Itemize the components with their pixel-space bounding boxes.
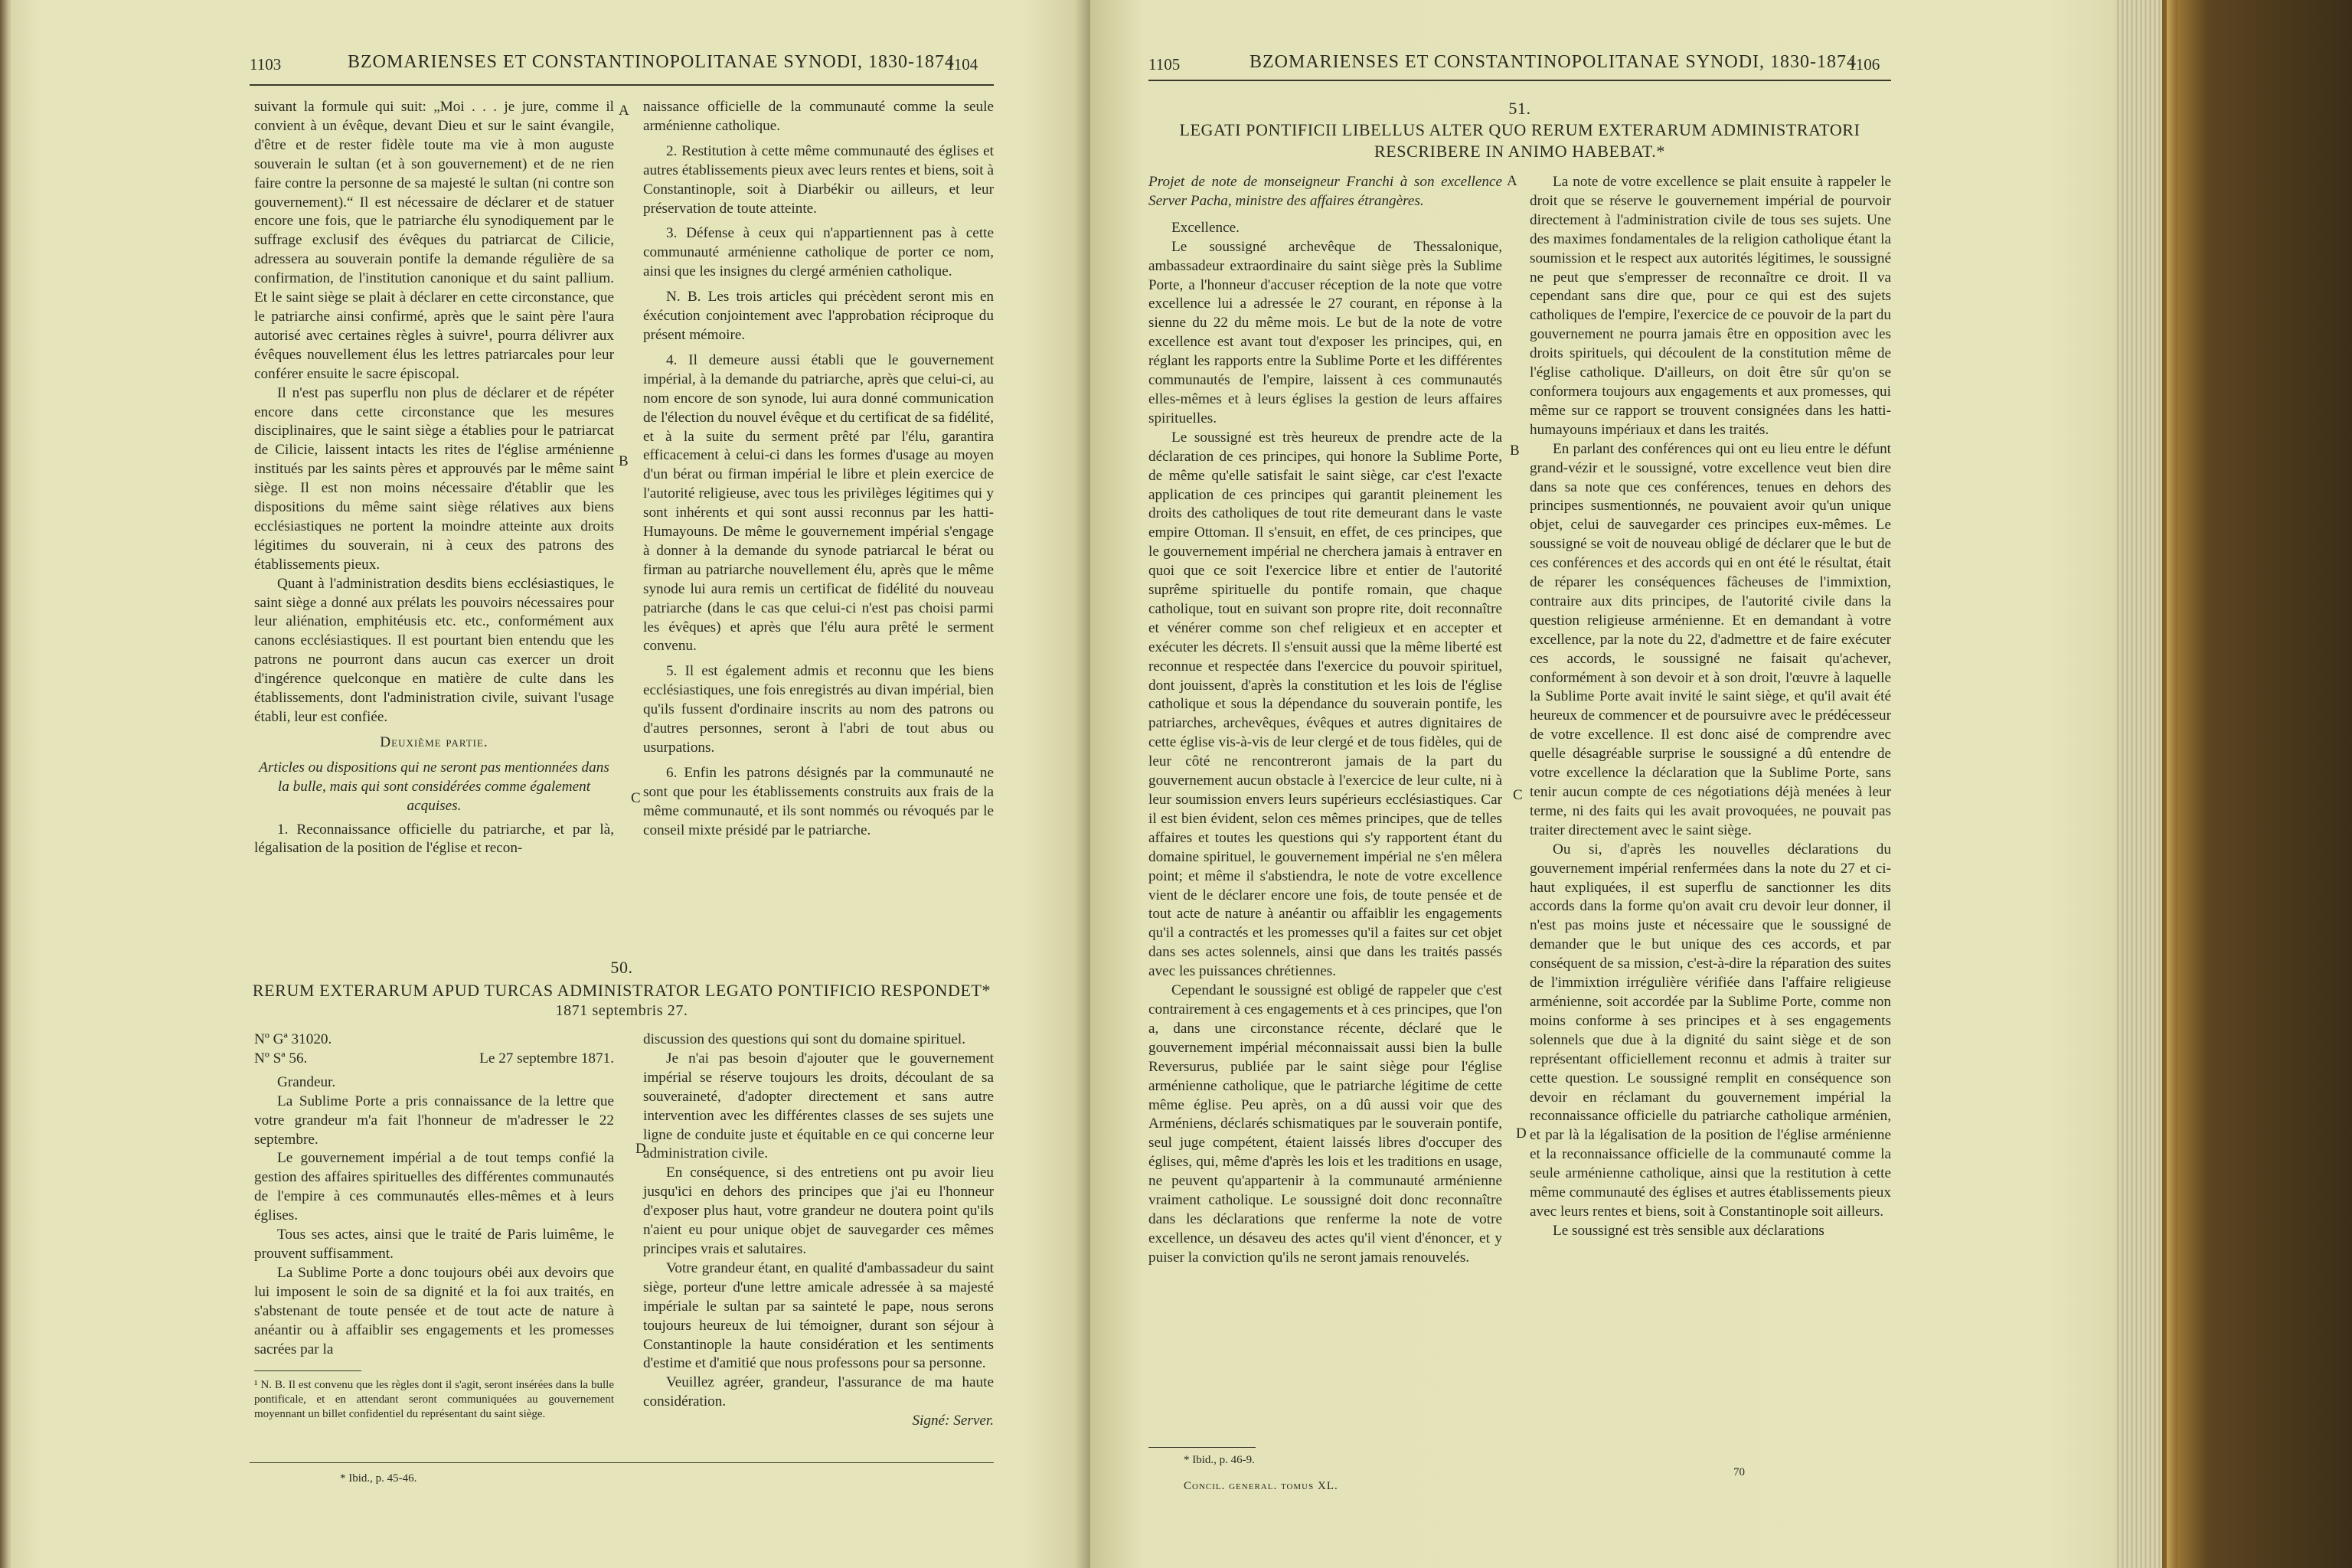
- paragraph: Je n'ai pas besoin d'ajouter que le gouvernement impérial se réserve toujours les droits, découlant de sa souveraineté, d'adopter directement et sans autre intervention avec les différentes classes de ses sujets une ligne de conduite juste et équitable en ce qui concerne leur administration civile.: [643, 1050, 994, 1162]
- paragraph: Il n'est pas superflu non plus de déclarer et de répéter encore dans cette circonstance que les mesures disciplinaires, que le saint siège a établies pour le patriarcat de Cilicie, laissent intacts les rites de l'église arménienne institués par les saints pères et approuvés par le même saint siège. Il est non moins nécessaire d'établir que les dispositions du même saint siège rélatives aux biens ecclésiastiques ne portent la moindre atteinte aux droits légitimes du souverain, ni à ceux des patrons des établissements pieux.: [254, 384, 614, 573]
- reference-number: Nº Sª 56.: [254, 1050, 308, 1067]
- paragraph: 3. Défense à ceux qui n'appartiennent pas à cette communauté arménienne catholique de porter ce nom, ainsi que les insignes du clergé arménien catholique.: [643, 225, 994, 280]
- signature-line: Concil. general. tomus XL.: [1184, 1480, 1338, 1492]
- paragraph: 1. Reconnaissance officielle du patriarche, et par là, légalisation de la position de l'église et recon-: [254, 821, 614, 857]
- paragraph: La Sublime Porte a pris connaissance de la lettre que votre grandeur m'a fait l'honneur de m'adresser le 22 septembre.: [254, 1093, 614, 1148]
- margin-letter-c: C: [1513, 787, 1523, 803]
- margin-letter-a: A: [619, 103, 629, 119]
- paragraph: Tous ses actes, ainsi que le traité de Paris luimême, le prouvent suffisamment.: [254, 1227, 614, 1262]
- margin-letter-c: C: [631, 790, 641, 806]
- footnote: * Ibid., p. 46-9.: [1184, 1454, 1255, 1466]
- header-rule: [250, 84, 994, 86]
- letter-date: Le 27 septembre 1871.: [479, 1050, 614, 1067]
- paragraph: naissance officielle de la communauté comme la seule arménienne catholique.: [643, 99, 994, 134]
- page-number-1104: 1104: [946, 55, 978, 74]
- right-page: [1090, 0, 2115, 1568]
- paragraph: La note de votre excellence se plait ensuite à rappeler le droit que se réserve le gouvernement impérial de pourvoir directement à l'administration civile de tous ses sujets. Une des maximes fondamentales de la religion catholique étant la soumission et le respect aux autorités légitimes, le soussigné ne peut que s'empresser de reconnaître ce droit. Il va cependant sans dire que, pour ce qui est des sujets catholiques de l'empire, l'exercice de ce pouvoir de la part du gouvernement ne pourra jamais être en opposition avec les droits spirituels, qui découlent de la constitution même de l'église catholique. D'ailleurs, on doit être sûr qu'on se conformera toujours aux engagements et aux promesses, qui même sur ce rapport se trouvent consignées dans les hatti-humayouns impériaux et dans les traités.: [1530, 174, 1891, 438]
- paragraph: Le gouvernement impérial a de tout temps confié la gestion des affaires spirituelles des différentes communautés de l'empire à ces communautés elles-mêmes et à leurs églises.: [254, 1150, 614, 1224]
- paragraph: En parlant des conférences qui ont eu lieu entre le défunt grand-vézir et le soussigné, votre excellence veut bien dire dans sa note que ces conférences, tenues en dehors des principes susmentionnés, ne pouvaient avoir qu'un unique objet, celui de sauvegarder ces principes eux-mêmes. Le soussigné se voit de nouveau obligé de déclarer que le but de ces conférences et des accords qui en ont été le résultat, était de réparer les conséquences fâcheuses de l'immixtion, contraire aux dits principes, de l'autorité civile dans la question religieuse arménienne. Et en demandant à votre excellence, par la note du 22, d'admettre et de faire exécuter ces accords, le soussigné ne faisait qu'achever, conformément à son devoir et à son droit, l'œuvre à laquelle la Sublime Porte avait invité le saint siège, et qu'il avait été heureux de commencer et de poursuivre avec le prédécesseur de votre excellence. Il est donc aisé de comprendre avec quelle désagréable surprise le soussigné a dû entendre de votre excellence la déclaration que la Sublime Porte, sans tenir aucun compte de ces négotiations déjà menées à leur terme, ni des faits qui les avait provoquées, ne pouvait pas traiter directement avec le saint siège.: [1530, 440, 1891, 838]
- reference-number: Nº Gª 31020.: [254, 1031, 332, 1047]
- page-number-1103: 1103: [250, 55, 282, 74]
- left-column-1: [254, 98, 614, 858]
- margin-letter-d: D: [1516, 1125, 1527, 1142]
- paragraph: N. B. Les trois articles qui précèdent seront mis en éxécution conjointement avec l'approbation réciproque du présent mémoire.: [643, 289, 994, 343]
- paragraph: La Sublime Porte a donc toujours obéi aux devoirs que lui imposent le soin de sa dignité et la foi aux traités, en s'abstenant de toute pensée et de tout acte de nature à anéantir ou à affaiblir ses engagements et les promesses sacrées par la: [254, 1264, 614, 1357]
- doc51-number: 51.: [1508, 99, 1531, 118]
- section-heading: Deuxième partie.: [380, 733, 488, 750]
- paragraph: Votre grandeur étant, en qualité d'ambassadeur du saint siège, porteur d'une lettre amicale adressée à sa majesté impériale le sultan par sa sainteté le pape, nous serons toujours heureux de lui témoigner, durant son séjour à Constantinople la haute considération et les sentiments d'estime et d'amitié que nous professons pour sa personne.: [643, 1259, 994, 1372]
- paragraph: Le soussigné archevêque de Thessalonique, ambassadeur extraordinaire du saint siège près la Sublime Porte, a l'honneur d'accuser réception de la note que votre excellence lui a adressée le 27 courant, en réponse à la sienne du 22 du même mois. Le but de la note de votre excellence est avant tout d'exposer les principes, qui, en réglant les rapports entre la Sublime Porte et les différentes communautés de l'empire, laissent à ces communautés elles-mêmes et à leurs églises la gestion de leurs affaires spirituelles.: [1148, 238, 1502, 426]
- left-column-2: [643, 98, 994, 841]
- running-head-left: BZOMARIENSES ET CONSTANTINOPOLITANAE SYNODI, 1830-1874: [348, 52, 956, 72]
- margin-letter-a: A: [1507, 173, 1517, 189]
- footnote-rule: [254, 1370, 361, 1371]
- page-number-1105: 1105: [1148, 55, 1181, 74]
- doc50-title: RERUM EXTERARUM APUD TURCAS ADMINISTRATOR LEGATO PONTIFICIO RESPONDET*: [252, 981, 991, 1000]
- paragraph: Veuillez agréer, grandeur, l'assurance de ma haute considération.: [643, 1374, 994, 1410]
- signature: Signé: Server.: [912, 1413, 994, 1429]
- page-edges: [2115, 0, 2162, 1568]
- paragraph: 2. Restitution à cette même communauté des églises et autres établissements pieux avec leurs rentes et biens, soit à Constantinople, soit à Diarbékir ou ailleurs, et leur préservation de toute atteinte.: [643, 142, 994, 217]
- paragraph: Ou si, d'après les nouvelles déclarations du gouvernement impérial renfermées dans la note du 27 et ci-haut expliquées, il est superflu de sanctionner les dits accords dans la forme qu'on avait cru devoir leur donner, il n'est pas moins juste et nécessaire que le soussigné de demander que le but unique des ces accords, et par conséquent de sa mission, c'est-à-dire la réparation des suites de l'immixtion irrégulière vérifiée dans l'affaire religieuse arménienne, soit accordée par la Sublime Porte, comme non moins conforme à ses principes et à ses engagements solennels que due à la dignité du saint siège et de son représentant officiellement reconnu et admis à traiter sur cette question. Le soussigné remplit en conséquence son devoir en réclamant du gouvernement impérial la reconnaissance officielle du patriarche catholique arménien, et par là la légalisation de la position de l'église arménienne et la reconnaissance officielle de la communauté comme la seule arménienne catholique, ainsi que la restitution à cette même communauté des églises et autres établissements pieux avec leurs rentes et biens, soit à Constantinople soit ailleurs.: [1530, 841, 1891, 1220]
- intro-note: Projet de note de monseigneur Franchi à son excellence Server Pacha, ministre des affaires étrangères.: [1148, 174, 1502, 209]
- header-rule: [1148, 80, 1891, 81]
- footnote: * Ibid., p. 45-46.: [340, 1472, 417, 1485]
- footnote-rule-2: [250, 1462, 994, 1463]
- margin-letter-b: B: [619, 453, 629, 469]
- book-cover-edge: [2167, 0, 2177, 1568]
- right-column-1: [1148, 173, 1502, 1268]
- reference-line: [254, 1050, 614, 1069]
- paragraph: discussion des questions qui sont du domaine spirituel.: [643, 1031, 966, 1047]
- footnote-rule: [1148, 1447, 1256, 1448]
- footnote: ¹ N. B. Il est convenu que les règles dont il s'agit, seront insérées dans la bulle pontificale, et en attendant seront communiquées au gouvernement moyennant un billet confidentiel du représentant du saint siège.: [254, 1379, 614, 1420]
- sheet-number: 70: [1733, 1466, 1745, 1478]
- paragraph: 5. Il est également admis et reconnu que les biens ecclésiastiques, une fois enregistrés au divan impérial, bien qu'ils fussent d'ordinaire inscrits au nom des patrons ou d'autres personnes, seront à l'abri de tout abus ou usurpations.: [643, 663, 994, 756]
- margin-letter-b: B: [1510, 443, 1520, 459]
- doc50-date: 1871 septembris 27.: [555, 1002, 688, 1019]
- paragraph: suivant la formule qui suit: „Moi . . . je jure, comme il convient à un évêque, devant Dieu et sur le saint évangile, d'être et de rester fidèle toute ma vie à mon auguste souverain le sultan (et à son gouvernement) et de ne rien faire contre la personne de sa majesté le sultan (ni contre son gouvernement).“ Il est nécessaire de déclarer et de statuer encore une fois, que le patriarche élu synodiquement par le suffrage exclusif des évêques du patriarcat de Cilicie, adressera au souverain pontife la demande régulière de sa confirmation, de l'institution canonique et du saint pallium. Et le saint siège se plait à déclarer en cette circonstance, que le patriarche ainsi confirmé, après que le saint père l'aura autorisé avec certaines règles à suivre¹, pourra délivrer aux évêques nouvellement élus les lettres patriarcales pour leur conférer ensuite le sacre épiscopal.: [254, 99, 614, 382]
- book-cover: [2162, 0, 2352, 1568]
- page-number-1106: 1106: [1848, 55, 1880, 74]
- paragraph: 4. Il demeure aussi établi que le gouvernement impérial, à la demande du patriarche, après que celui-ci, au nom encore de son synode, lui aura donné communication de l'élection du nouvel évêque et du certificat de sa fidélité, et à la suite du serment prêté par l'élu, garantira efficacement à celui-ci dans les formes d'usage au moyen d'un bérat ou firman impérial le libre et plein exercice de l'autorité religieuse, avec tous les privilèges légitimes qui y sont inhérents et qui sont aussi reconnus par les hatti-Humayouns. De même le gouvernement impérial s'engage à donner à la demande du synode patriarcal le bérat ou firman au patriarche nouvellement élu, après que le même synode lui aura remis un certificat de fidélité du nouveau patriarche (dans le cas que celui-ci n'est pas choisi parmi les évêques) et après que l'élu aura prêté le serment convenu.: [643, 351, 994, 655]
- left-column-2-bottom: [643, 1031, 994, 1431]
- left-column-1-bottom: [254, 1031, 614, 1359]
- paragraph: Le soussigné est très sensible aux déclarations: [1553, 1222, 1824, 1239]
- doc50-number: 50.: [610, 958, 633, 977]
- paragraph: Quant à l'administration desdits biens ecclésiastiques, le saint siège a donné aux prélats les pouvoirs nécessaires pour leur aliénation, emphitéusis etc. etc., conformément aux canons ecclésiastiques. Il est pourtant bien entendu que les patrons ne pourront dans aucun cas exercer un droit d'ingérence quelconque en matière de culte dans les établissements, dont l'administration civile, suivant l'usage établi, leur est confiée.: [254, 575, 614, 725]
- doc51-title: LEGATI PONTIFICII LIBELLUS ALTER QUO RERUM EXTERARUM ADMINISTRATORI RESCRIBERE IN ANIMO HABEBAT.*: [1179, 120, 1860, 161]
- salutation: Excellence.: [1171, 219, 1240, 236]
- right-column-2: [1530, 173, 1891, 1241]
- left-page: [11, 0, 1090, 1568]
- paragraph: Le soussigné est très heureux de prendre acte de la déclaration de ces principes, qui honore la Sublime Porte, de même qu'elle satisfait le saint siège, car c'est l'exacte application de ces principes qui garantit pleinement les droits des catholiques de tout rite demeurant dans le vaste empire Ottoman. Il s'ensuit, en effet, de ces principes, que le gouvernement impérial ne cherchera jamais à entraver en quoi que ce soit l'exercice libre et entier de l'autorité suprême spirituelle du pontife romain, que chaque catholique, tout en suivant son propre rite, doit reconnaître et vénérer comme son chef religieux et en accepter et exécuter les décrets. Il s'ensuit aussi que la même liberté est reconnue et respectée dans l'exercice du pouvoir spirituel, dont jouissent, d'après la constitution et les lois de l'église catholique et sous la dépendance du souverain pontife, les patriarches, archevêques, évêques et autres dignitaires de cette église vis-à-vis de leur clergé et de tous fidèles, qui de leur côté ne rencontreront jamais de la part du gouvernement aucun obstacle à l'exercice de leur culte, ni à leur soumission envers leurs supérieurs ecclésiastiques. Car il est bien évident, selon ces mêmes principes, que de telles affaires et toutes les questions qui s'y rapportent étant du domaine spirituel, le gouvernement impérial ne s'en mêlera point; et même il s'abstiendra, le note de votre excellence vient de le déclarer encore une fois, de toute pensée et de tout acte de nature à anéantir ou affaiblir les engagements qu'il a contractés et les promesses qu'il a faites sur cet objet dans ses actes solennels, ainsi que dans les traités passés avec les puissances chrétiennes.: [1148, 429, 1502, 980]
- articles-heading: Articles ou dispositions qui ne seront pas mentionnées dans la bulle, mais qui sont considérées comme également acquises.: [259, 759, 609, 814]
- salutation: Grandeur.: [277, 1073, 336, 1090]
- paragraph: En conséquence, si des entretiens ont pu avoir lieu jusqu'ici en dehors des principes que j'ai eu l'honneur d'exposer plus haut, votre grandeur ne doutera point qu'ils n'aient eu pour unique objet de sauvegarder ces mêmes principes vrais et salutaires.: [643, 1165, 994, 1257]
- running-head-right: BZOMARIENSES ET CONSTANTINOPOLITANAE SYNODI, 1830-1874: [1250, 52, 1857, 72]
- paragraph: Cependant le soussigné est obligé de rappeler que c'est contrairement à ces engagements et à ces principes, que l'on a, dans une circonstance récente, déclaré que le gouvernement impérial méconnaissait aussi bien la bulle Reversurus, publiée par le saint siège pour l'église arménienne catholique, que le patriarche légitime de cette même église. Peu après, on a dû aussi voir que des Arméniens, déclarés schismatiques par le souverain pontife, seul juge compétent, étaient laissés libres d'occuper des églises, qui, même d'après les lois et les traditions en usage, ne peuvent qu'appartenir à la communauté arménienne vraiment catholique. Le soussigné doit donc reconnaître dans les déclarations que renferme la note de votre excellence, un désaveu des actes qu'il vient d'énoncer, et y puiser la conviction qu'ils ne seront jamais renouvelés.: [1148, 982, 1502, 1266]
- paragraph: 6. Enfin les patrons désignés par la communauté ne sont que pour les établissements construits aux frais de la même communauté, et ils sont nommés ou révoqués par le conseil mixte présidé par le patriarche.: [643, 764, 994, 838]
- margin-letter-d: D: [635, 1141, 646, 1157]
